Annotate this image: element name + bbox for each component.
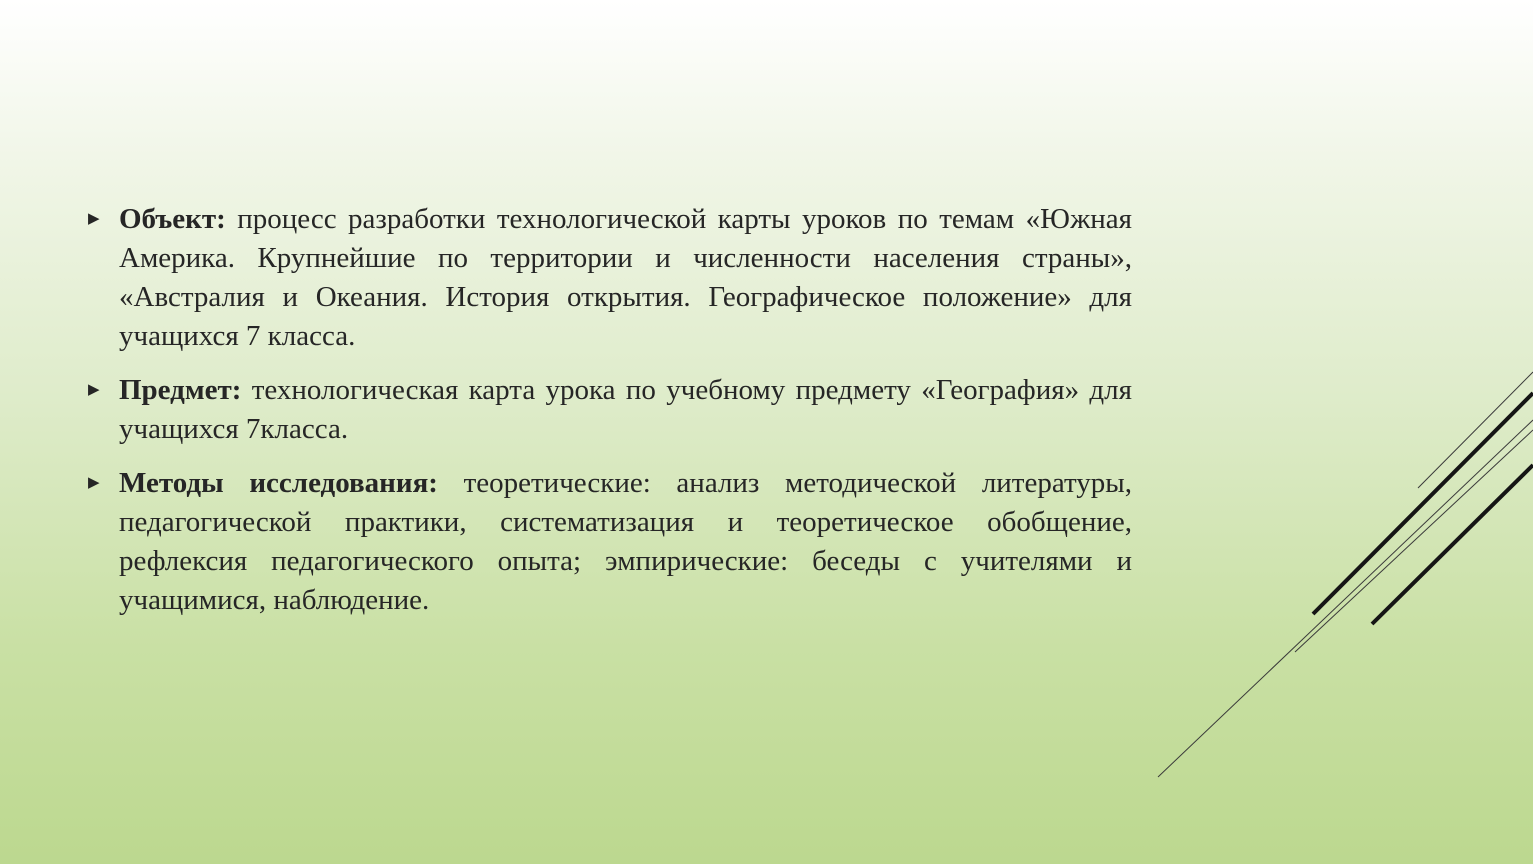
bullet-methods bbox=[84, 464, 1132, 620]
triangle-right-icon: ▶ bbox=[88, 382, 100, 398]
decor-line-thin-1 bbox=[1158, 420, 1533, 777]
triangle-right-icon: ▶ bbox=[88, 475, 100, 491]
decor-line-thick-1 bbox=[1313, 393, 1533, 614]
decor-line-thin-3 bbox=[1418, 372, 1533, 488]
bullet-text: теоретические: анализ методической литературы, педагогической практики, систематизация и теоретическое обобщение, рефлексия педагогического опыта; эмпирические: беседы с учителями и учащимися, наблюдение. bbox=[119, 467, 1132, 616]
triangle-right-icon: ▶ bbox=[88, 211, 100, 227]
bullet-list bbox=[84, 200, 1132, 635]
bullet-subject bbox=[84, 371, 1132, 449]
bullet-term: Методы исследования: bbox=[119, 467, 438, 499]
decor-line-thin-2 bbox=[1295, 430, 1533, 652]
bullet-text: процесс разработки технологической карты уроков по темам «Южная Америка. Крупнейшие по территории и численности населения страны», «Австралия и Океания. История открытия. Географическое положение» для учащихся 7 класса. bbox=[119, 203, 1132, 352]
bullet-object bbox=[84, 200, 1132, 356]
bullet-term: Предмет: bbox=[119, 374, 242, 406]
bullet-text: технологическая карта урока по учебному предмету «География» для учащихся 7класса. bbox=[119, 374, 1132, 445]
decor-line-thick-2 bbox=[1372, 465, 1533, 624]
bullet-term: Объект: bbox=[119, 203, 226, 235]
